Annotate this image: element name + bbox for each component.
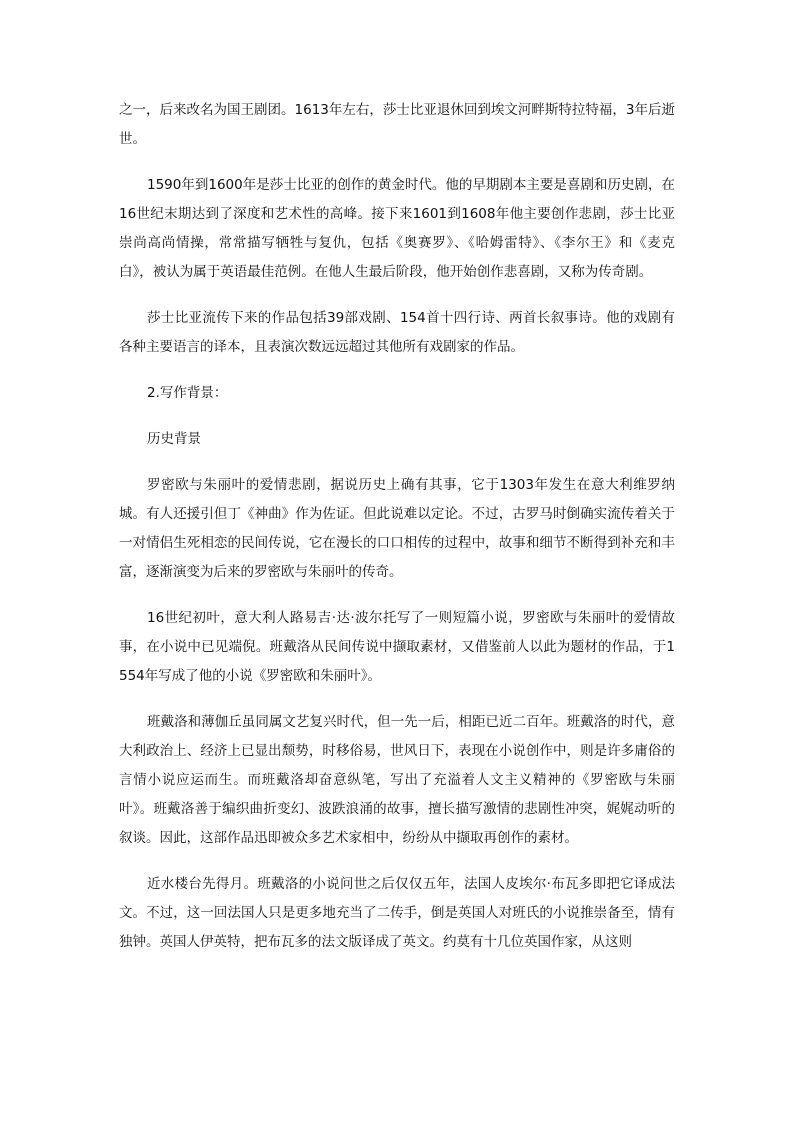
subheading-historical-background: 历史背景 [147, 431, 201, 447]
paragraph-legend: 罗密欧与朱丽叶的爱情悲剧，据说历史上确有其事，它于1303年发生在意大利维罗纳城。有人还援引但丁《神曲》作为佐证。但此说难以定论。不过，古罗马时倒确实流传着关于一对情侣生死相恋的民间传说，它在漫长的口口相传的过程中，故事和细节不断得到补充和丰富，逐渐演变为后来的罗密欧与朱丽叶的传奇。 [119, 477, 675, 580]
paragraph-works: 莎士比亚流传下来的作品包括39部戏剧、154首十四行诗、两首长叙事诗。他的戏剧有各种主要语言的译本，且表演次数远远超过其他所有戏剧家的作品。 [119, 310, 675, 355]
paragraph-golden-age: 1590年到1600年是莎士比亚的创作的黄金时代。他的早期剧本主要是喜剧和历史剧，在16世纪末期达到了深度和艺术性的高峰。接下来1601到1608年他主要创作悲剧，莎士比亚崇尚高尚情操，常常描写牺牲与复仇，包括《奥赛罗》、《哈姆雷特》、《李尔王》和《麦克白》，被认为属于英语最佳范例。在他人生最后阶段，他开始创作悲喜剧，又称为传奇剧。 [119, 177, 675, 280]
paragraph-16th-century: 16世纪初叶，意大利人路易吉·达·波尔托写了一则短篇小说，罗密欧与朱丽叶的爱情故事，在小说中已见端倪。班戴洛从民间传说中撷取素材，又借鉴前人以此为题材的作品，于1554年写成了他的小说《罗密欧和朱丽叶》。 [119, 610, 675, 684]
paragraph-translations: 近水楼台先得月。班戴洛的小说问世之后仅仅五年，法国人皮埃尔·布瓦多即把它译成法文。不过，这一回法国人只是更多地充当了二传手，倒是英国人对班氏的小说推崇备至，情有独钟。英国人伊英特，把布瓦多的法文版译成了英文。约莫有十几位英国作家，从这则 [119, 876, 675, 950]
section-heading-writing-background: 2.写作背景： [147, 385, 228, 401]
document-body [119, 96, 675, 974]
paragraph-continuation: 之一，后来改名为国王剧团。1613年左右，莎士比亚退休回到埃文河畔斯特拉特福，3年后逝世。 [119, 102, 675, 147]
paragraph-bandello-boccaccio: 班戴洛和薄伽丘虽同属文艺复兴时代，但一先一后，相距已近二百年。班戴洛的时代，意大利政治上、经济上已显出颓势，时移俗易，世风日下，表现在小说创作中，则是许多庸俗的言情小说应运而生。而班戴洛却奋意纵笔，写出了充溢着人文主义精神的《罗密欧与朱丽叶》。班戴洛善于编织曲折变幻、波跌浪涌的故事，擅长描写激情的悲剧性冲突，娓娓动听的叙谈。因此，这部作品迅即被众多艺术家相中，纷纷从中撷取再创作的素材。 [119, 714, 675, 846]
